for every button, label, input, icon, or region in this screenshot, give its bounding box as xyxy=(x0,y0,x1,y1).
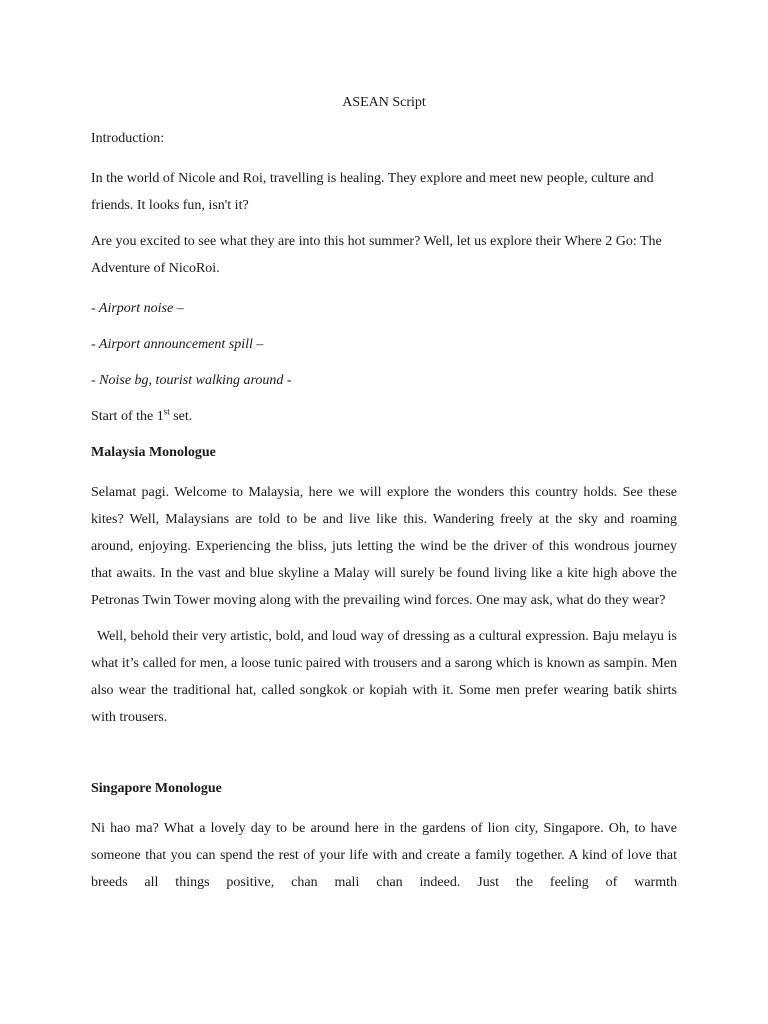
set-start-text: Start of the 1 xyxy=(91,409,164,424)
sound-cue-announcement: - Airport announcement spill – xyxy=(91,337,264,352)
set-start-suffix: set. xyxy=(169,409,193,424)
singapore-heading: Singapore Monologue xyxy=(91,781,222,796)
set-start-line xyxy=(91,407,677,427)
document-title: ASEAN Script xyxy=(342,95,426,110)
sound-cue-tourists: - Noise bg, tourist walking around - xyxy=(91,373,292,388)
section-spacer xyxy=(91,748,677,779)
singapore-paragraph-1: Ni hao ma? What a lovely day to be around here in the gardens of lion city, Singapore. Oh, to have someone that you can spend the rest of your life with and create a family together. A kind of love that breeds all things positive, chan mali chan indeed. Just the feeling of warmth xyxy=(91,821,677,890)
malaysia-heading: Malaysia Monologue xyxy=(91,445,216,460)
set-start-ordinal: st xyxy=(163,406,170,417)
sound-cue-airport-noise: - Airport noise – xyxy=(91,301,184,316)
malaysia-paragraph-1: Selamat pagi. Welcome to Malaysia, here we will explore the wonders this country holds. See these kites? Well, Malaysians are told to be and live like this. Wandering freely at the sky and roaming around, enjoying. Experiencing the bliss, juts letting the wind be the driver of this wondrous journey that awaits. In the vast and blue skyline a Malay will surely be found living like a kite high above the Petronas Twin Tower moving along with the prevailing wind forces. One may ask, what do they wear? xyxy=(91,485,677,608)
intro-paragraph-2: Are you excited to see what they are into this hot summer? Well, let us explore their Where 2 Go: The Adventure of NicoRoi. xyxy=(91,234,662,276)
introduction-label: Introduction: xyxy=(91,131,165,146)
malaysia-paragraph-2: Well, behold their very artistic, bold, and loud way of dressing as a cultural expression. Baju melayu is what it’s called for men, a loose tunic paired with trousers and a sarong which is known as sampin. Men also wear the traditional hat, called songkok or kopiah with it. Some men prefer wearing batik shirts with trousers. xyxy=(91,629,677,725)
document-body xyxy=(91,93,677,913)
intro-paragraph-1: In the world of Nicole and Roi, travelling is healing. They explore and meet new people, culture and friends. It looks fun, isn't it? xyxy=(91,171,654,213)
